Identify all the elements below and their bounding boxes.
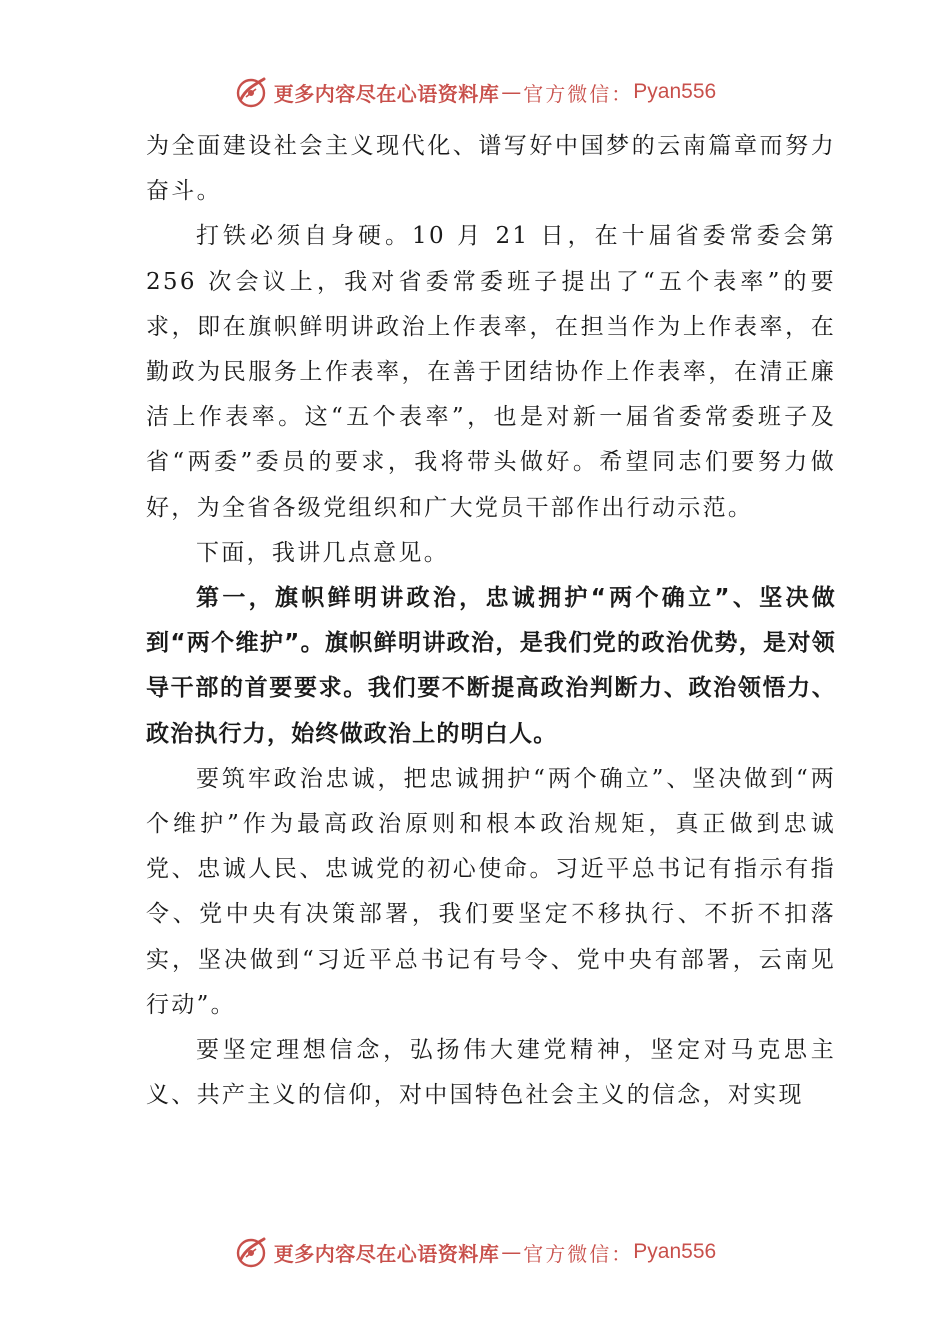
brush-logo-icon (234, 1235, 268, 1269)
watermark-title: 更多内容尽在心语资料库 (273, 81, 500, 106)
paragraph-6: 要坚定理想信念，弘扬伟大建党精神，坚定对马克思主义、共产主义的信仰，对中国特色社会主义的信念，对实现 (146, 1037, 836, 1109)
paragraph-3: 下面，我讲几点意见。 (196, 539, 449, 566)
watermark-title: 更多内容尽在心语资料库 (273, 1241, 500, 1266)
watermark-sub: 官方微信： (523, 81, 634, 106)
brush-logo-icon (234, 75, 268, 109)
footer-watermark (0, 1230, 950, 1274)
paragraph-4-heading: 第一，旗帜鲜明讲政治，忠诚拥护“两个确立”、坚决做到“两个维护”。旗帜鲜明讲政治，是我们党的政治优势，是对领导干部的首要要求。我们要不断提高政治判断力、政治领悟力、政治执行力，始终做政治上的明白人。 (146, 585, 836, 747)
document-body (146, 124, 836, 1118)
header-watermark (0, 70, 950, 114)
watermark-id: Pyan556 (633, 80, 717, 103)
paragraph-5: 要筑牢政治忠诚，把忠诚拥护“两个确立”、坚决做到“两个维护”作为最高政治原则和根本政治规矩，真正做到忠诚党、忠诚人民、忠诚党的初心使命。习近平总书记有指示有指令、党中央有决策部署，我们要坚定不移执行、不折不扣落实，坚决做到“习近平总书记有号令、党中央有部署，云南见行动”。 (146, 765, 836, 1018)
paragraph-2: 打铁必须自身硬。10 月 21 日，在十届省委常委会第 256 次会议上，我对省委常委班子提出了“五个表率”的要求，即在旗帜鲜明讲政治上作表率，在担当作为上作表率，在勤政为民服务上作表率，在善于团结协作上作表率，在清正廉洁上作表率。这“五个表率”，也是对新一届省委常委班子及省“两委”委员的要求，我将带头做好。希望同志们要努力做好，为全省各级党组织和广大党员干部作出行动示范。 (146, 223, 836, 521)
watermark-id: Pyan556 (633, 1240, 717, 1263)
watermark-dash: — (501, 80, 522, 104)
paragraph-1: 为全面建设社会主义现代化、谱写好中国梦的云南篇章而努力奋斗。 (146, 133, 836, 205)
watermark-dash: — (501, 1240, 522, 1264)
watermark-sub: 官方微信： (523, 1241, 634, 1266)
